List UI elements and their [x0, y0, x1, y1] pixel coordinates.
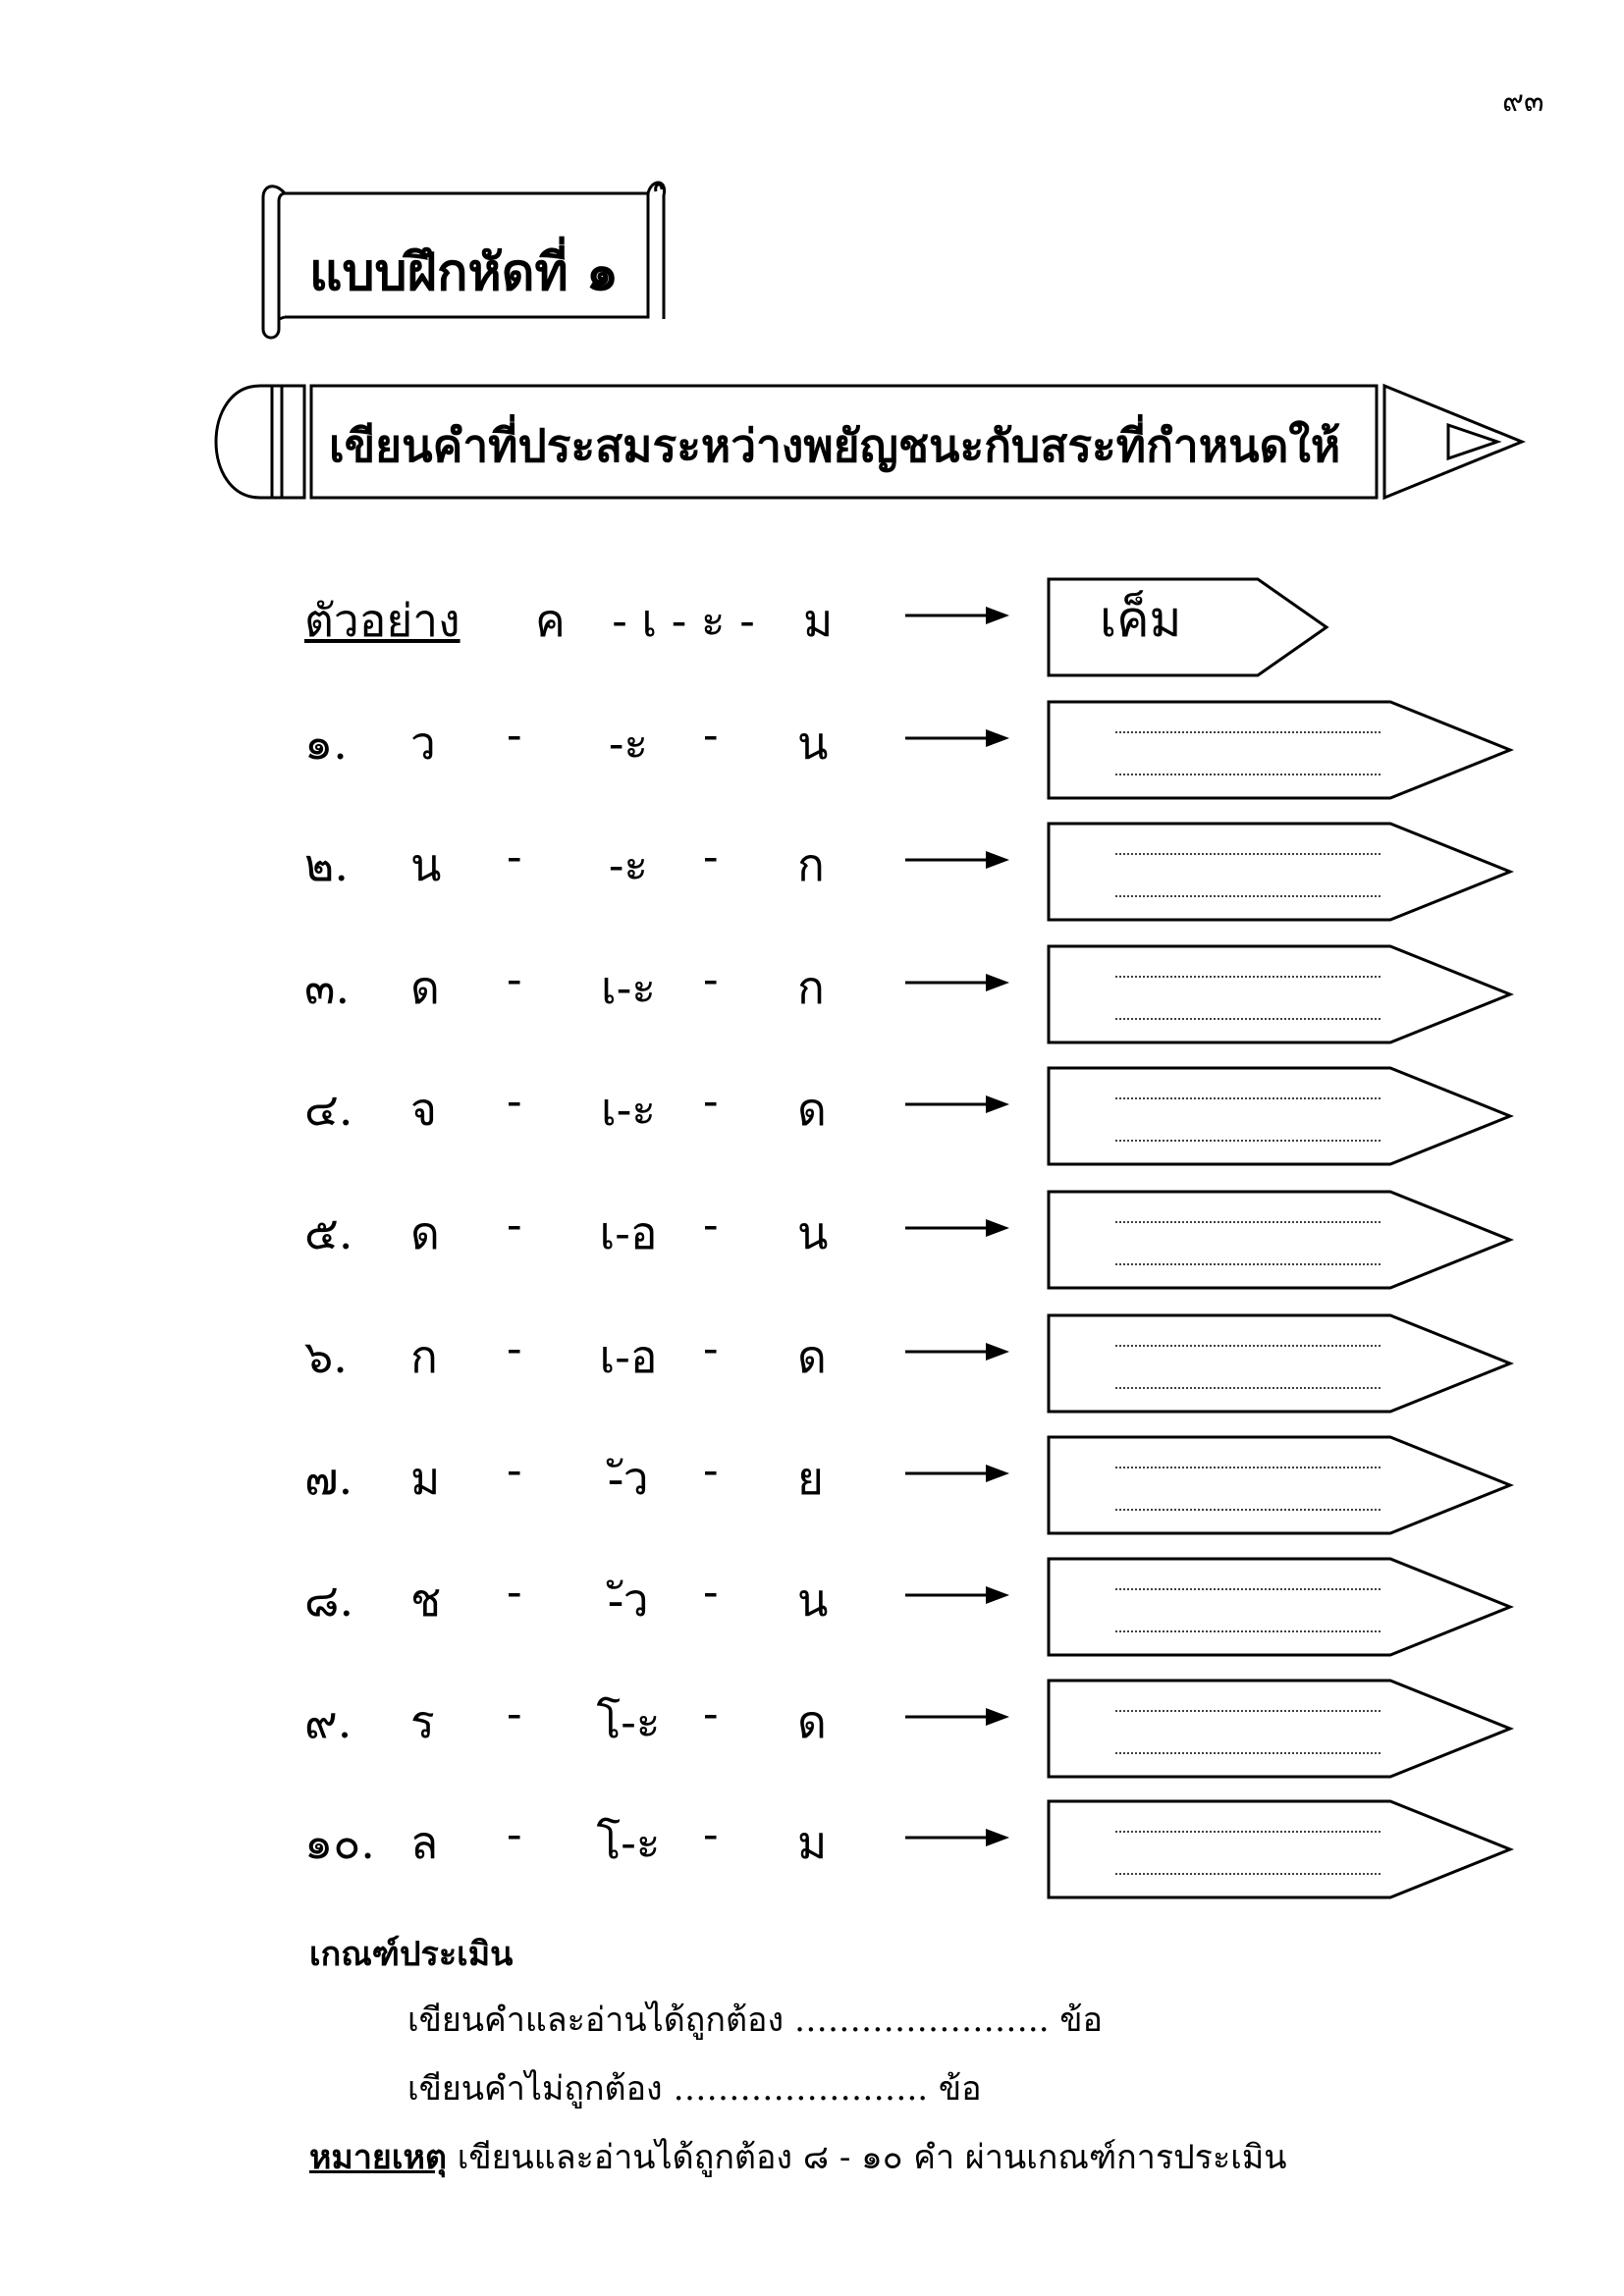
separator-dash: -: [507, 829, 522, 882]
exercise-title: แบบฝึกหัดที่ ๑: [309, 242, 619, 302]
separator-dash: -: [703, 1321, 719, 1374]
example-vowel: - เ - ะ -: [612, 594, 755, 647]
consonant-1: ม: [410, 1452, 441, 1505]
evaluation-incorrect: เขียนคำไม่ถูกต้อง ………………….. ข้อ: [407, 2069, 982, 2109]
separator-dash: -: [703, 829, 719, 882]
item-number: ๔.: [304, 1083, 353, 1136]
exercise-row: [0, 822, 1624, 900]
separator-dash: -: [507, 1443, 522, 1496]
separator-dash: -: [703, 1198, 719, 1251]
consonant-1: ด: [410, 1206, 440, 1259]
separator-dash: -: [703, 1807, 719, 1860]
evaluation-title: เกณฑ์ประเมิน: [309, 1935, 514, 1974]
arrow-right-icon: [903, 601, 1011, 630]
vowel: โ-ะ: [596, 1816, 661, 1869]
arrow-right-icon: [903, 1459, 1011, 1488]
note-label: หมายเหตุ: [309, 2138, 447, 2177]
answer-box[interactable]: [1047, 1064, 1518, 1168]
exercise-row: [0, 1190, 1624, 1268]
answer-box[interactable]: [1047, 820, 1518, 924]
separator-dash: -: [507, 1321, 522, 1374]
consonant-1: ร: [410, 1695, 435, 1748]
separator-dash: -: [507, 952, 522, 1005]
consonant-2: ก: [797, 838, 825, 891]
exercise-row: [0, 700, 1624, 778]
answer-box[interactable]: [1047, 1433, 1518, 1537]
note-text: เขียนและอ่านได้ถูกต้อง ๘ - ๑๐ คำ ผ่านเกณฑ์การประเมิน: [446, 2138, 1287, 2177]
answer-box[interactable]: [1047, 1555, 1518, 1659]
note: [309, 2130, 1286, 2183]
arrow-right-icon: [903, 723, 1011, 753]
arrow-right-icon: [903, 1090, 1011, 1119]
example-consonant-1: ค: [535, 594, 566, 647]
consonant-1: น: [410, 838, 442, 891]
separator-dash: -: [507, 1198, 522, 1251]
vowel: เ-ะ: [601, 961, 656, 1014]
item-number: ๒.: [304, 838, 349, 891]
separator-dash: -: [703, 1443, 719, 1496]
separator-dash: -: [507, 1686, 522, 1739]
separator-dash: -: [703, 1074, 719, 1127]
vowel: เ-อ: [599, 1330, 658, 1383]
consonant-1: ด: [410, 961, 440, 1014]
item-number: ๑๐.: [304, 1816, 375, 1869]
consonant-2: ย: [797, 1452, 824, 1505]
consonant-2: น: [797, 1574, 829, 1627]
vowel: เ-ะ: [601, 1083, 656, 1136]
example-answer-box: [1047, 575, 1331, 679]
item-number: ๘.: [304, 1574, 354, 1627]
consonant-2: ด: [797, 1083, 827, 1136]
exercise-row: [0, 1799, 1624, 1878]
vowel: โ-ะ: [596, 1695, 661, 1748]
example-consonant-2: ม: [803, 594, 834, 647]
separator-dash: -: [507, 1074, 522, 1127]
example-row: [0, 577, 1624, 656]
arrow-right-icon: [903, 1580, 1011, 1610]
consonant-2: ม: [797, 1816, 828, 1869]
separator-dash: -: [703, 1565, 719, 1618]
answer-box[interactable]: [1047, 1188, 1518, 1292]
answer-box[interactable]: [1047, 698, 1518, 802]
consonant-2: น: [797, 717, 829, 770]
consonant-1: ก: [410, 1330, 438, 1383]
consonant-1: จ: [410, 1083, 437, 1136]
consonant-1: ล: [410, 1816, 439, 1869]
exercise-row: [0, 1679, 1624, 1757]
exercise-row: [0, 1066, 1624, 1145]
arrow-right-icon: [903, 1823, 1011, 1852]
vowel: -ะ: [608, 717, 649, 770]
consonant-1: ช: [410, 1574, 442, 1627]
vowel: -ะ: [608, 838, 649, 891]
separator-dash: -: [507, 1565, 522, 1618]
exercise-row: [0, 1557, 1624, 1635]
vowel: -ัว: [608, 1452, 649, 1505]
arrow-right-icon: [903, 968, 1011, 997]
item-number: ๑.: [304, 717, 348, 770]
item-number: ๕.: [304, 1206, 353, 1259]
consonant-2: ด: [797, 1695, 827, 1748]
vowel: -ัว: [608, 1574, 649, 1627]
answer-box[interactable]: [1047, 1797, 1518, 1901]
page-number: ๙๓: [1502, 84, 1544, 119]
exercise-row: [0, 1435, 1624, 1514]
separator-dash: -: [507, 1807, 522, 1860]
answer-box[interactable]: [1047, 1311, 1518, 1415]
example-answer: เค็ม: [1100, 591, 1182, 648]
exercise-row: [0, 944, 1624, 1023]
evaluation-correct: เขียนคำและอ่านได้ถูกต้อง ………………….. ข้อ: [407, 2001, 1103, 2040]
separator-dash: -: [703, 1686, 719, 1739]
separator-dash: -: [703, 952, 719, 1005]
item-number: ๖.: [304, 1330, 348, 1383]
arrow-right-icon: [903, 1702, 1011, 1732]
answer-box[interactable]: [1047, 942, 1518, 1046]
item-number: ๙.: [304, 1695, 352, 1748]
item-number: ๗.: [304, 1452, 353, 1505]
arrow-right-icon: [903, 845, 1011, 875]
example-label: ตัวอย่าง: [304, 594, 460, 647]
answer-box[interactable]: [1047, 1677, 1518, 1781]
separator-dash: -: [703, 708, 719, 761]
vowel: เ-อ: [599, 1206, 658, 1259]
arrow-right-icon: [903, 1213, 1011, 1243]
consonant-2: ก: [797, 961, 825, 1014]
separator-dash: -: [507, 708, 522, 761]
item-number: ๓.: [304, 961, 351, 1014]
arrow-right-icon: [903, 1337, 1011, 1366]
consonant-1: ว: [410, 717, 436, 770]
consonant-2: น: [797, 1206, 829, 1259]
exercise-row: [0, 1313, 1624, 1392]
consonant-2: ด: [797, 1330, 827, 1383]
instruction-text: เขียนคำที่ประสมระหว่างพยัญชนะกับสระที่กำหนดให้: [329, 419, 1341, 472]
